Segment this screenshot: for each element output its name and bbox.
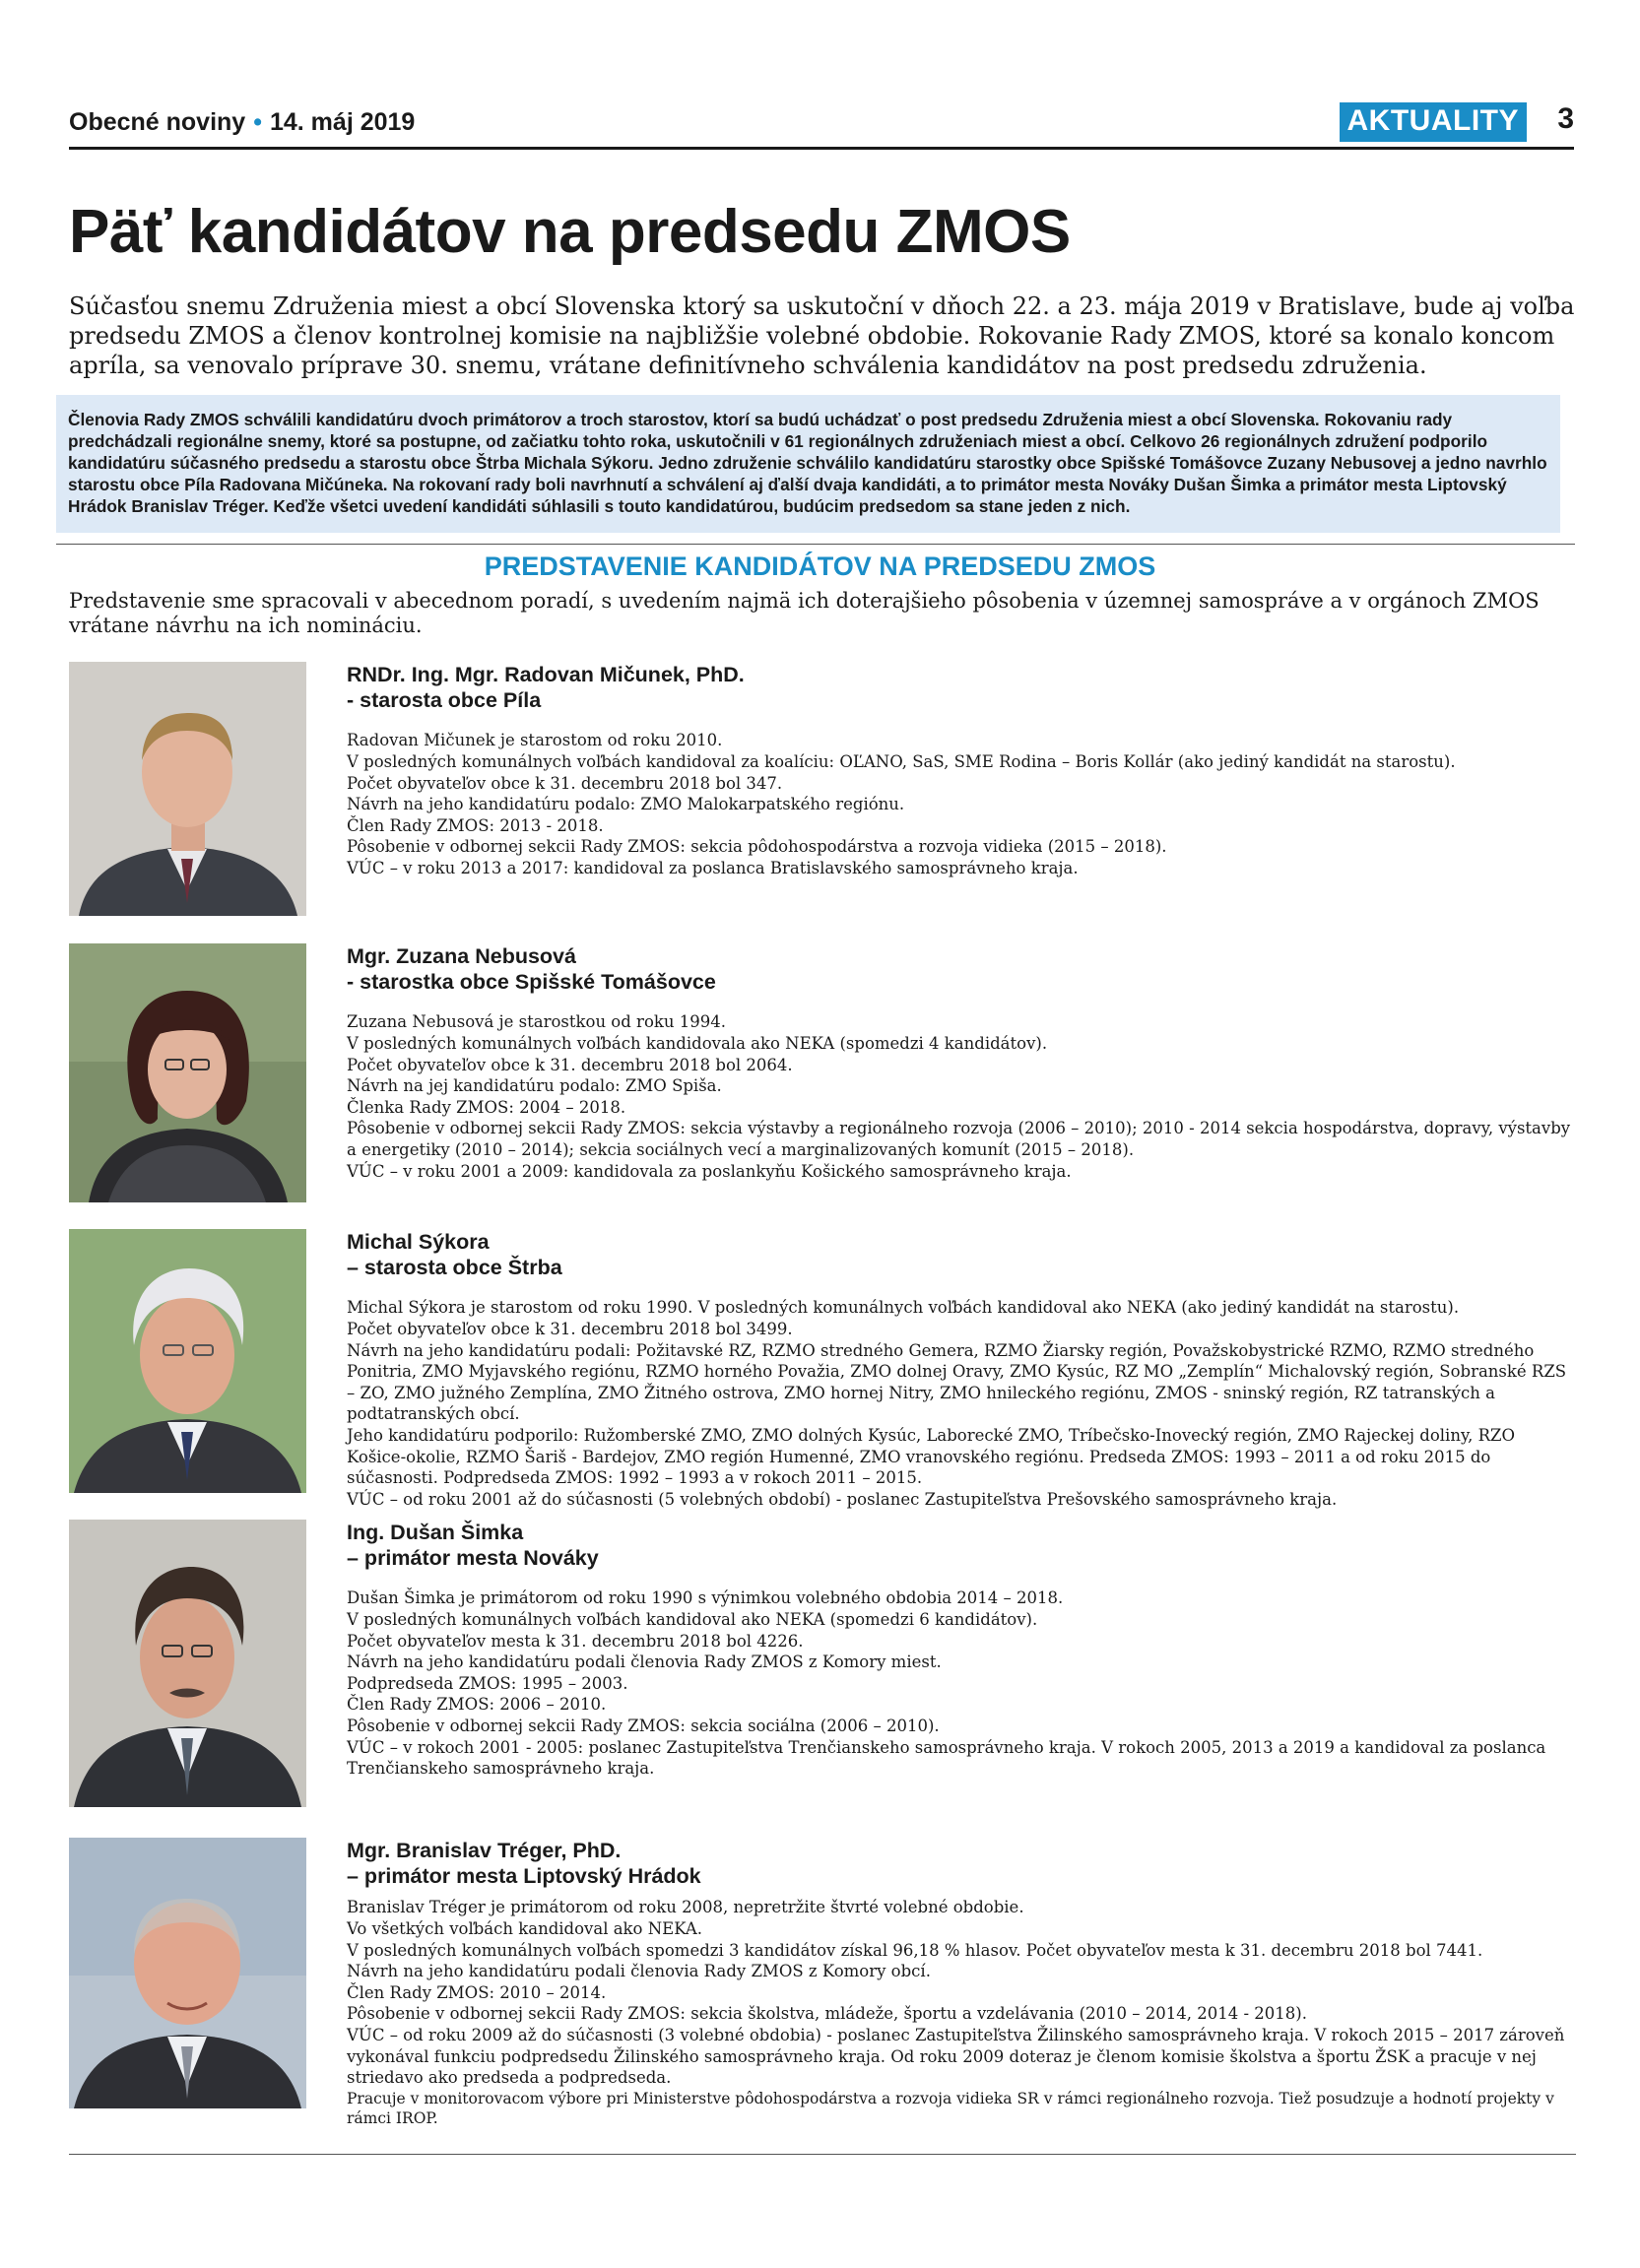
candidate-photo	[69, 1229, 306, 1493]
bio-line: Jeho kandidatúru podporilo: Ružomberské ZMO, ZMO dolných Kysúc, Laborecké ZMO, Tríbečsko-Inovecký región, ZMO Rajeckej doliny, RZO Košice-okolie, RZMO Šariš - Bardejov, ZMO región Humenné, ZMO vranovského regiónu. Predseda ZMOS: 1993 – 2011 a od roku 2015 do súčasnosti. Podpredseda ZMOS: 1992 – 1993 a v rokoch 2011 – 2015.	[347, 1426, 1515, 1488]
bio-line: Podpredseda ZMOS: 1995 – 2003.	[347, 1673, 628, 1693]
candidate-name: Ing. Dušan Šimka	[347, 1521, 524, 1544]
masthead	[69, 108, 415, 137]
bio-line: Zuzana Nebusová je starostkou od roku 1994.	[347, 1012, 726, 1032]
candidate-name: Mgr. Branislav Tréger, PhD.	[347, 1839, 622, 1862]
paper-name: Obecné noviny	[69, 108, 246, 136]
bio-line: Návrh na jeho kandidatúru podali: Požitavské RZ, RZMO stredného Gemera, RZMO Žiarsky región, Považskobystrické RZMO, RZMO stredného Ponitria, ZMO Myjavského regiónu, RZMO horného Považia, ZMO dolnej Oravy, ZMO Kysúc, RZ MO „Zemplín“ Michalovský región, Sobranské RZS – ZO, ZMO južného Zemplína, ZMO Žitného ostrova, ZMO hornej Nitry, ZMO hnileckého regiónu, ZMOS - sninský región, RZ tatranských a podtatranských obcí.	[347, 1340, 1567, 1424]
bio-line: Člen Rady ZMOS: 2006 – 2010.	[347, 1695, 607, 1715]
candidate-bio	[347, 730, 1576, 878]
bio-line: Pôsobenie v odbornej sekcii Rady ZMOS: sekcia školstva, mládeže, športu a vzdelávania (2010 – 2014, 2014 - 2018).	[347, 2004, 1307, 2024]
section-intro: Predstavenie sme spracovali v abecednom poradí, s uvedením najmä ich doterajšieho pôsobenia v územnej samospráve a v orgánoch ZMOS vrátane návrhu na ich nomináciu.	[69, 589, 1540, 638]
bio-line: Michal Sýkora je starostom od roku 1990. V posledných komunálnych voľbách kandidoval ako NEKA (ako jediný kandidát na starostu).	[347, 1298, 1460, 1318]
bio-line: V posledných komunálnych voľbách kandidoval ako NEKA (spomedzi 6 kandidátov).	[347, 1610, 1038, 1630]
separator-dot: •	[253, 108, 262, 136]
article-title: Päť kandidátov na predsedu ZMOS	[69, 198, 1071, 266]
lead-paragraph: Súčasťou snemu Združenia miest a obcí Slovenska ktorý sa uskutoční v dňoch 22. a 23. mája 2019 v Bratislave, bude aj voľba predsedu ZMOS a členov kontrolnej komisie na najbližšie volebné obdobie. Rokovanie Rady ZMOS, ktoré sa konalo koncom apríla, sa venovalo príprave 30. snemu, vrátane definitívneho schválenia kandidátov na post predsedu združenia.	[69, 292, 1575, 379]
candidate-name: Michal Sýkora	[347, 1230, 490, 1254]
bio-line: Pôsobenie v odbornej sekcii Rady ZMOS: sekcia pôdohospodárstva a rozvoja vidieka (2015 – 2018).	[347, 837, 1167, 857]
bio-line: Členka Rady ZMOS: 2004 – 2018.	[347, 1097, 626, 1117]
bio-line: V posledných komunálnych voľbách kandidovala ako NEKA (spomedzi 4 kandidátov).	[347, 1034, 1048, 1054]
bio-line: Počet obyvateľov obce k 31. decembru 2018 bol 2064.	[347, 1055, 793, 1074]
bio-line: Dušan Šimka je primátorom od roku 1990 s výnimkou volebného obdobia 2014 – 2018.	[347, 1588, 1064, 1608]
bio-line: Počet obyvateľov mesta k 31. decembru 2018 bol 4226.	[347, 1631, 804, 1651]
candidate-name: Mgr. Zuzana Nebusová	[347, 944, 576, 968]
candidate-bio	[347, 1011, 1576, 1182]
bio-line: Člen Rady ZMOS: 2010 – 2014.	[347, 1982, 607, 2002]
bio-line: Návrh na jeho kandidatúru podali členovia Rady ZMOS z Komory miest.	[347, 1652, 942, 1672]
candidate-role: - starostka obce Spišské Tomášovce	[347, 970, 716, 995]
bio-line: Pôsobenie v odbornej sekcii Rady ZMOS: sekcia sociálna (2006 – 2010).	[347, 1717, 940, 1736]
candidate-role: - starosta obce Píla	[347, 688, 542, 713]
bio-line: Branislav Tréger je primátorom od roku 2008, nepretržite štvrté volebné obdobie.	[347, 1898, 1024, 1917]
bio-line: Počet obyvateľov obce k 31. decembru 2018 bol 347.	[347, 773, 783, 793]
bio-line: V posledných komunálnych voľbách spomedzi 3 kandidátov získal 96,18 % hlasov. Počet obyvateľov mesta k 31. decembru 2018 bol 7441.	[347, 1940, 1483, 1960]
candidate-photo	[69, 1520, 306, 1807]
candidate-bio	[347, 1588, 1576, 1779]
candidate-role: – primátor mesta Liptovský Hrádok	[347, 1864, 701, 1889]
candidate-photo	[69, 943, 306, 1202]
bio-line: Návrh na jeho kandidatúru podali členovia Rady ZMOS z Komory obcí.	[347, 1962, 931, 1981]
bio-line: Člen Rady ZMOS: 2013 - 2018.	[347, 815, 604, 835]
issue-date: 14. máj 2019	[269, 108, 416, 136]
bio-line: Počet obyvateľov obce k 31. decembru 2018 bol 3499.	[347, 1320, 793, 1339]
candidate-role: – primátor mesta Nováky	[347, 1546, 599, 1571]
bio-line: Vo všetkých voľbách kandidoval ako NEKA.	[347, 1919, 703, 1939]
candidate-name: RNDr. Ing. Mgr. Radovan Mičunek, PhD.	[347, 663, 745, 686]
candidate-photo	[69, 1838, 306, 2108]
bio-line: Pôsobenie v odbornej sekcii Rady ZMOS: sekcia výstavby a regionálneho rozvoja (2006 – 2010); 2010 - 2014 sekcia hospodárstva, dopravy, výstavby a energetiky (2010 – 2014); sekcia sociálnych vecí a marginalizovaných komunít (2015 – 2018).	[347, 1119, 1571, 1160]
bio-line: VÚC – v rokoch 2001 - 2005: poslanec Zastupiteľstva Trenčianskeho samosprávneho kraja. V rokoch 2005, 2013 a 2019 a kandidoval za poslanca Trenčianskeho samosprávneho kraja.	[347, 1737, 1546, 1779]
candidate-bio	[347, 1297, 1576, 1510]
candidate-photo	[69, 662, 306, 916]
info-box: Členovia Rady ZMOS schválili kandidatúru dvoch primátorov a troch starostov, ktorí sa budú uchádzať o post predsedu Združenia miest a obcí Slovenska. Rokovaniu rady predchádzali regionálne snemy, ktoré sa postupne, od začiatku tohto roka, uskutočnili v 61 regionálnych združeniach miest a obcí. Celkovo 26 regionálnych združení podporilo kandidatúru súčasného predsedu a starostu obce Štrba Michala Sýkoru. Jedno združenie schválilo kandidatúru starostky obce Spišské Tomášovce Zuzany Nebusovej a jedno navrhlo starostu obce Píla Radovana Mičúneka. Na rokovaní rady boli navrhnutí a schválení aj ďalší dvaja kandidáti, a to primátor mesta Nováky Dušan Šimka a primátor mesta Liptovský Hrádok Branislav Tréger. Keďže všetci uvedení kandidáti súhlasili s touto kandidatúrou, budúcim predsedom sa stane jeden z nich.	[56, 395, 1560, 533]
candidate-text	[347, 943, 1576, 1182]
candidate-text	[347, 662, 1576, 879]
candidate-role: – starosta obce Štrba	[347, 1256, 562, 1280]
page-number: 3	[1557, 102, 1574, 135]
section-heading: PREDSTAVENIE KANDIDÁTOV NA PREDSEDU ZMOS	[484, 551, 1156, 581]
candidate-bio	[347, 1897, 1576, 2128]
bio-line: VÚC – od roku 2001 až do súčasnosti (5 volebných období) - poslanec Zastupiteľstva Prešovského samosprávneho kraja.	[347, 1489, 1338, 1509]
candidate-text	[347, 1838, 1576, 2129]
divider	[56, 544, 1575, 545]
bio-line: VÚC – od roku 2009 až do súčasnosti (3 volebné obdobia) - poslanec Zastupiteľstva Žilinského samosprávneho kraja. V rokoch 2015 – 2017 zároveň vykonával funkciu podpredsedu Žilinského samosprávneho kraja. Od roku 2009 doteraz je členom komisie školstva a športu ŽSK a pracuje v nej striedavo ako predseda a podpredseda.	[347, 2026, 1565, 2088]
candidate-text	[347, 1520, 1576, 1780]
bio-line: Radovan Mičunek je starostom od roku 2010.	[347, 731, 723, 750]
bio-line: V posledných komunálnych voľbách kandidoval za koalíciu: OĽANO, SaS, SME Rodina – Boris Kollár (ako jediný kandidát na starostu).	[347, 752, 1456, 772]
bio-line: Návrh na jeho kandidatúru podalo: ZMO Malokarpatského regiónu.	[347, 795, 905, 814]
section-label: AKTUALITY	[1340, 102, 1527, 142]
bio-line: Pracuje v monitorovacom výbore pri Ministerstve pôdohospodárstva a rozvoja vidieka SR v rámci regionálneho rozvoja. Tiež posudzuje a hodnotí projekty v rámci IROP.	[347, 2089, 1554, 2128]
page-header	[69, 98, 1574, 150]
bio-line: VÚC – v roku 2013 a 2017: kandidoval za poslanca Bratislavského samosprávneho kraja.	[347, 859, 1079, 878]
divider	[69, 2154, 1576, 2155]
bio-line: VÚC – v roku 2001 a 2009: kandidovala za poslankyňu Košického samosprávneho kraja.	[347, 1161, 1072, 1181]
candidate-text	[347, 1229, 1576, 1511]
bio-line: Návrh na jej kandidatúru podalo: ZMO Spiša.	[347, 1076, 722, 1096]
